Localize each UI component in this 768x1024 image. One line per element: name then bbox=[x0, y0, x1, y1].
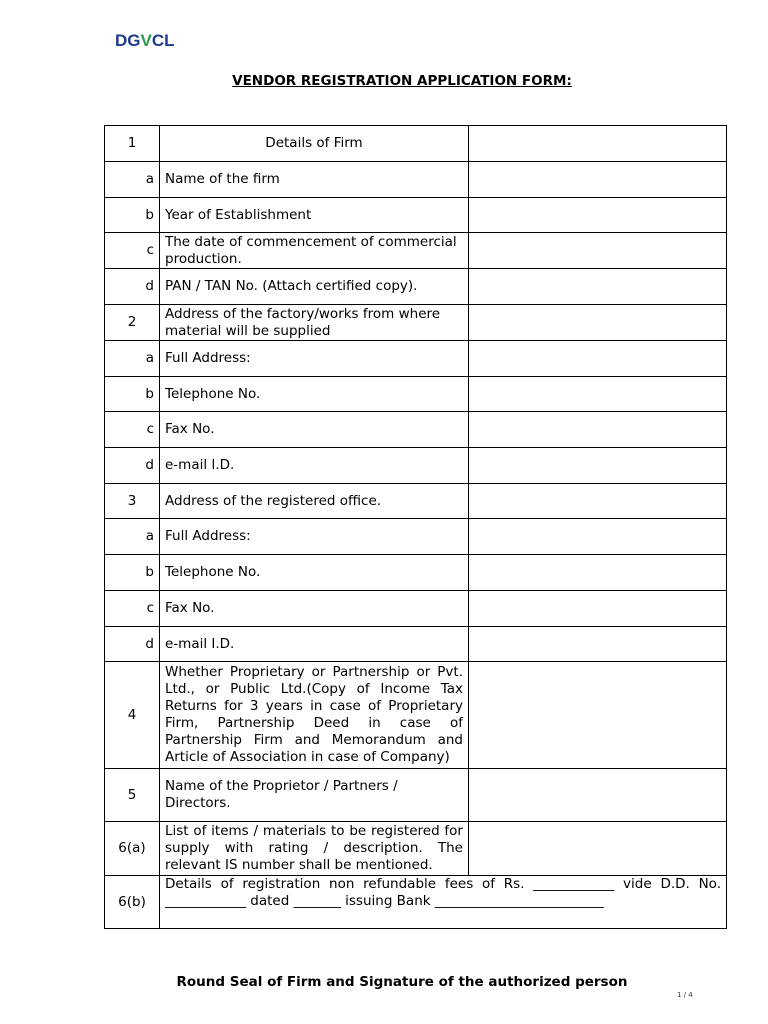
table-row bbox=[105, 627, 727, 662]
table-row bbox=[105, 233, 727, 269]
table-row bbox=[105, 269, 727, 305]
form-title: VENDOR REGISTRATION APPLICATION FORM: bbox=[232, 73, 572, 89]
row-number: d bbox=[105, 627, 160, 662]
row-number: 1 bbox=[105, 126, 160, 162]
registration-table bbox=[104, 125, 727, 929]
row-number: 5 bbox=[105, 769, 160, 822]
entry-field[interactable] bbox=[469, 126, 727, 162]
row-label: Fax No. bbox=[160, 412, 469, 448]
row-number: d bbox=[105, 448, 160, 484]
row-number: 3 bbox=[105, 484, 160, 519]
entry-field[interactable] bbox=[469, 377, 727, 412]
row-number: b bbox=[105, 377, 160, 412]
entry-field[interactable] bbox=[469, 662, 727, 769]
table-row bbox=[105, 769, 727, 822]
row-number: c bbox=[105, 233, 160, 269]
entry-field[interactable] bbox=[469, 822, 727, 876]
row-label: PAN / TAN No. (Attach certified copy). bbox=[160, 269, 469, 305]
table-row bbox=[105, 198, 727, 233]
table-row bbox=[105, 876, 727, 929]
row-label: Address of the factory/works from where material will be supplied bbox=[160, 305, 469, 341]
entry-field[interactable] bbox=[469, 484, 727, 519]
row-label: Telephone No. bbox=[160, 377, 469, 412]
row-label: Full Address: bbox=[160, 519, 469, 555]
signature-line: Round Seal of Firm and Signature of the authorized person bbox=[176, 974, 628, 990]
row-label: e-mail I.D. bbox=[160, 448, 469, 484]
row-label: Year of Establishment bbox=[160, 198, 469, 233]
table-row bbox=[105, 822, 727, 876]
entry-field[interactable] bbox=[469, 341, 727, 377]
entry-field[interactable] bbox=[469, 412, 727, 448]
page-number: 1 / 4 bbox=[677, 991, 693, 999]
company-logo bbox=[115, 31, 175, 51]
entry-field[interactable] bbox=[469, 555, 727, 591]
row-label: The date of commencement of commercial production. bbox=[160, 233, 469, 269]
table-row bbox=[105, 162, 727, 198]
row-label: Name of the Proprietor / Partners / Directors. bbox=[160, 769, 469, 822]
row-number: b bbox=[105, 198, 160, 233]
row-label: Full Address: bbox=[160, 341, 469, 377]
table-row bbox=[105, 555, 727, 591]
row-number: 6(a) bbox=[105, 822, 160, 876]
row-number: c bbox=[105, 591, 160, 627]
row-number: a bbox=[105, 341, 160, 377]
table-row bbox=[105, 591, 727, 627]
table-row bbox=[105, 412, 727, 448]
row-label: Name of the firm bbox=[160, 162, 469, 198]
row-label: Whether Proprietary or Partnership or Pvt. Ltd., or Public Ltd.(Copy of Income Tax Returns for 3 years in case of Proprietary Firm, Partnership Deed in case of Partnership Firm and Memorandum and Article of Association in case of Company) bbox=[160, 662, 469, 769]
entry-field[interactable] bbox=[469, 519, 727, 555]
entry-field[interactable] bbox=[469, 269, 727, 305]
table-row bbox=[105, 448, 727, 484]
row-number: b bbox=[105, 555, 160, 591]
row-label: Fax No. bbox=[160, 591, 469, 627]
entry-field[interactable] bbox=[469, 627, 727, 662]
entry-field[interactable] bbox=[469, 769, 727, 822]
row-number: 6(b) bbox=[105, 876, 160, 929]
logo-text-left: DG bbox=[115, 31, 141, 50]
row-label: Details of Firm bbox=[160, 126, 469, 162]
table-row bbox=[105, 305, 727, 341]
row-label: List of items / materials to be registered for supply with rating / description. The relevant IS number shall be mentioned. bbox=[160, 822, 469, 876]
row-number: 2 bbox=[105, 305, 160, 341]
entry-field[interactable] bbox=[469, 233, 727, 269]
entry-field[interactable] bbox=[469, 162, 727, 198]
entry-field[interactable] bbox=[469, 591, 727, 627]
row-number: d bbox=[105, 269, 160, 305]
row-number: c bbox=[105, 412, 160, 448]
entry-field[interactable] bbox=[469, 198, 727, 233]
row-label: Address of the registered office. bbox=[160, 484, 469, 519]
table-row bbox=[105, 377, 727, 412]
logo-text-right: CL bbox=[151, 31, 175, 50]
row-number: a bbox=[105, 162, 160, 198]
entry-field[interactable] bbox=[469, 305, 727, 341]
table-row bbox=[105, 484, 727, 519]
fee-details: Details of registration non refundable fees of Rs. ____________ vide D.D. No. ____________ dated _______ issuing Bank _________________________ bbox=[160, 876, 727, 929]
table-row bbox=[105, 126, 727, 162]
row-label: Telephone No. bbox=[160, 555, 469, 591]
row-number: 4 bbox=[105, 662, 160, 769]
table-row bbox=[105, 519, 727, 555]
table-row bbox=[105, 662, 727, 769]
logo-text-mid: V bbox=[140, 31, 152, 50]
entry-field[interactable] bbox=[469, 448, 727, 484]
row-number: a bbox=[105, 519, 160, 555]
table-row bbox=[105, 341, 727, 377]
row-label: e-mail I.D. bbox=[160, 627, 469, 662]
